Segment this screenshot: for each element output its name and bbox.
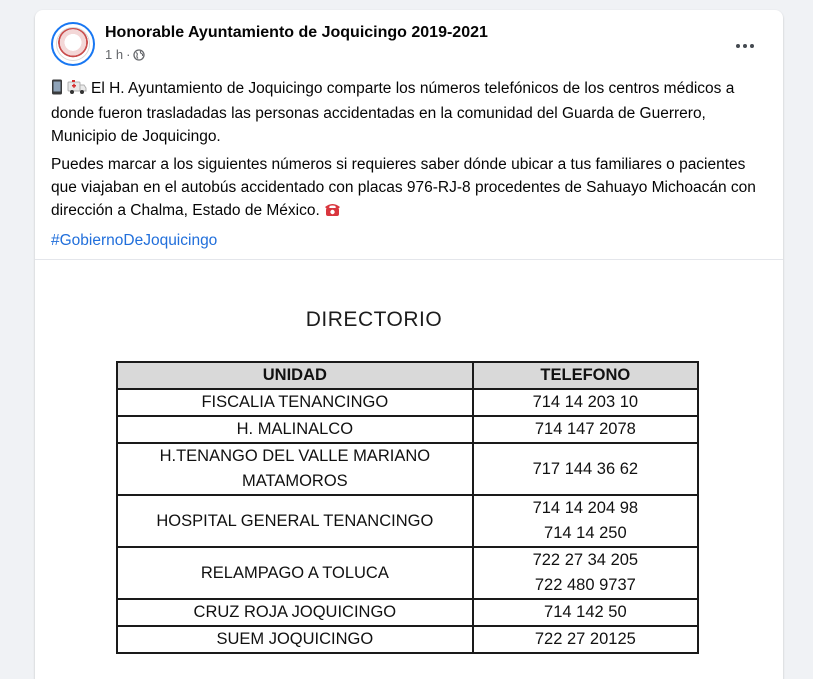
- table-row: [117, 443, 698, 495]
- post-card: [35, 10, 783, 679]
- phone-cell: 714 147 2078: [473, 416, 698, 443]
- header-telefono: TELEFONO: [473, 362, 698, 389]
- meta-separator: ·: [126, 47, 131, 62]
- more-icon: [736, 44, 754, 48]
- phone-number: 722 480 9737: [534, 576, 636, 594]
- unit-cell: SUEM JOQUICINGO: [117, 626, 473, 653]
- table-row: [117, 495, 698, 547]
- phone-cell: [473, 495, 698, 547]
- phone-cell: 714 14 203 10: [473, 389, 698, 416]
- phone-cell: 717 144 36 62: [473, 443, 698, 495]
- unit-cell: HOSPITAL GENERAL TENANCINGO: [117, 495, 473, 547]
- directory-title: DIRECTORIO: [305, 308, 443, 331]
- post-hashtag-line: [51, 229, 771, 252]
- more-options-button[interactable]: [727, 28, 763, 64]
- unit-cell: H.TENANGO DEL VALLE MARIANO MATAMOROS: [117, 443, 473, 495]
- ambulance-icon: [67, 79, 87, 102]
- table-row: [117, 626, 698, 653]
- unit-cell: RELAMPAGO A TOLUCA: [117, 547, 473, 599]
- table-row: [117, 599, 698, 626]
- table-row: [117, 389, 698, 416]
- post-paragraph-1: [51, 77, 771, 148]
- post-header: [51, 22, 767, 66]
- paragraph-2-text: Puedes marcar a los siguientes números si requieres saber dónde ubicar a tus familiares o pacientes que viajaban en el autobús accidentado con placas 976-RJ-8 procedentes de Sahuayo Michoacán con dirección a Chalma, Estado de México.: [51, 156, 756, 219]
- phone-cell: [473, 547, 698, 599]
- post-paragraph-2: [51, 153, 771, 224]
- post-meta: [105, 47, 145, 62]
- phone-number: 722 27 34 205: [532, 551, 639, 569]
- page-avatar[interactable]: [51, 22, 95, 66]
- directory-table: [116, 361, 699, 654]
- phone-number: 714 14 204 98: [532, 499, 639, 517]
- globe-icon[interactable]: [133, 49, 145, 61]
- unit-cell: FISCALIA TENANCINGO: [117, 389, 473, 416]
- post-text: [51, 77, 771, 257]
- municipal-seal-logo: [56, 27, 90, 61]
- phone-cell: 714 142 50: [473, 599, 698, 626]
- page-name-link[interactable]: Honorable Ayuntamiento de Joquicingo 2019-2021: [105, 24, 488, 41]
- hashtag-link[interactable]: #GobiernoDeJoquicingo: [51, 232, 218, 249]
- phone-cell: 722 27 20125: [473, 626, 698, 653]
- paragraph-1-text: El H. Ayuntamiento de Joquicingo comparte los números telefónicos de los centros médicos a donde fueron trasladadas las personas accidentadas en la comunidad del Guarda de Guerrero, Municipio de Joquicingo.: [51, 80, 735, 145]
- table-row: [117, 416, 698, 443]
- table-header-row: [117, 362, 698, 389]
- unit-cell: CRUZ ROJA JOQUICINGO: [117, 599, 473, 626]
- phone-icon: [51, 79, 63, 102]
- unit-cell: H. MALINALCO: [117, 416, 473, 443]
- table-row: [117, 547, 698, 599]
- phone-number: 714 14 250: [544, 524, 627, 542]
- header-unidad: UNIDAD: [117, 362, 473, 389]
- post-timestamp[interactable]: 1 h: [105, 47, 124, 62]
- telephone-icon: [324, 201, 341, 224]
- post-image[interactable]: [35, 259, 783, 679]
